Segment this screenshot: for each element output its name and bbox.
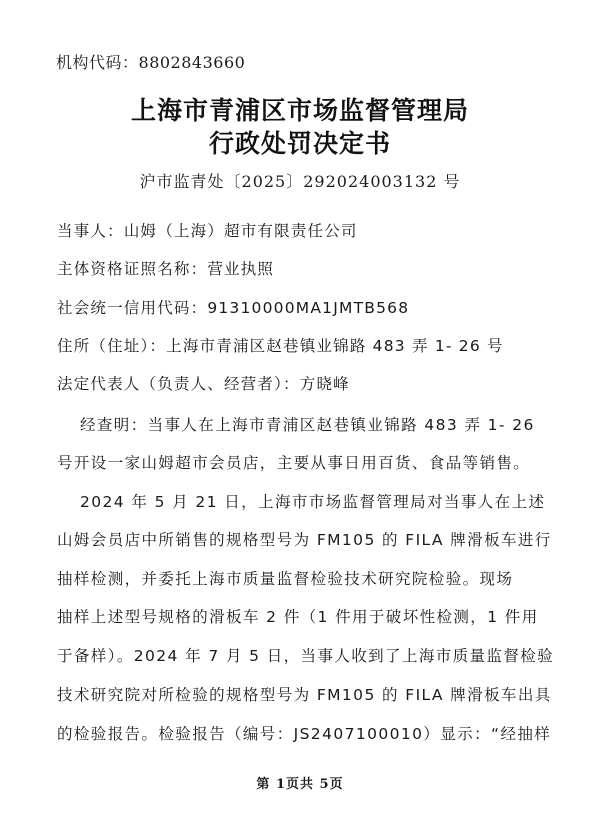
body-line: 2024 年 5 月 21 日，上海市市场监督管理局对当事人在上述 xyxy=(80,493,546,511)
page-footer: 第 1页共 5页 xyxy=(256,777,344,792)
body-line: 抽样上述型号规格的滑板车 2 件（1 件用于破坏性检测，1 件用 xyxy=(57,608,539,626)
field-address xyxy=(57,334,504,356)
field-license-name xyxy=(57,257,274,279)
body-line: 技术研究院对所检验的规格型号为 FM105 的 FILA 牌滑板车出具 xyxy=(57,686,552,704)
field-label: 当事人： xyxy=(57,222,124,240)
field-label: 法定代表人（负责人、经营者）： xyxy=(57,375,300,393)
body-line: 的检验报告。检验报告（编号：JS2407100010）显示：“经抽样 xyxy=(57,725,552,743)
document-title-type: 行政处罚决定书 xyxy=(208,129,391,158)
body-line: 于备样）。2024 年 7 月 5 日，当事人收到了上海市质量监督检验 xyxy=(57,647,555,665)
field-value: 91310000MA1JMTB568 xyxy=(207,299,410,317)
field-value: 营业执照 xyxy=(207,260,275,278)
body-line: 抽样检测，并委托上海市质量监督检验技术研究院检验。现场 xyxy=(57,570,514,588)
field-value: 上海市青浦区赵巷镇业锦路 483 弄 1- 26 号 xyxy=(166,337,504,355)
org-code-label: 机构代码： xyxy=(56,53,139,72)
field-value: 山姆（上海）超市有限责任公司 xyxy=(123,222,358,240)
org-code-value: 8802843660 xyxy=(138,53,246,72)
body-line: 山姆会员店中所销售的规格型号为 FM105 的 FILA 牌滑板车进行 xyxy=(57,531,552,549)
field-party xyxy=(57,219,358,241)
field-legal-rep xyxy=(57,372,350,394)
field-label: 主体资格证照名称： xyxy=(57,260,208,278)
field-credit-code xyxy=(57,296,409,318)
body-line: 经查明：当事人在上海市青浦区赵巷镇业锦路 483 弄 1- 26 xyxy=(80,416,535,434)
body-line: 号开设一家山姆超市会员店，主要从事日用百货、食品等销售。 xyxy=(57,454,531,472)
document-title-agency: 上海市青浦区市场监督管理局 xyxy=(130,96,469,125)
document-number: 沪市监青处〔2025〕292024003132 号 xyxy=(139,172,461,191)
org-code xyxy=(56,50,245,73)
field-value: 方晓峰 xyxy=(299,375,350,393)
field-label: 社会统一信用代码： xyxy=(57,299,208,317)
field-label: 住所（住址）： xyxy=(57,337,167,355)
